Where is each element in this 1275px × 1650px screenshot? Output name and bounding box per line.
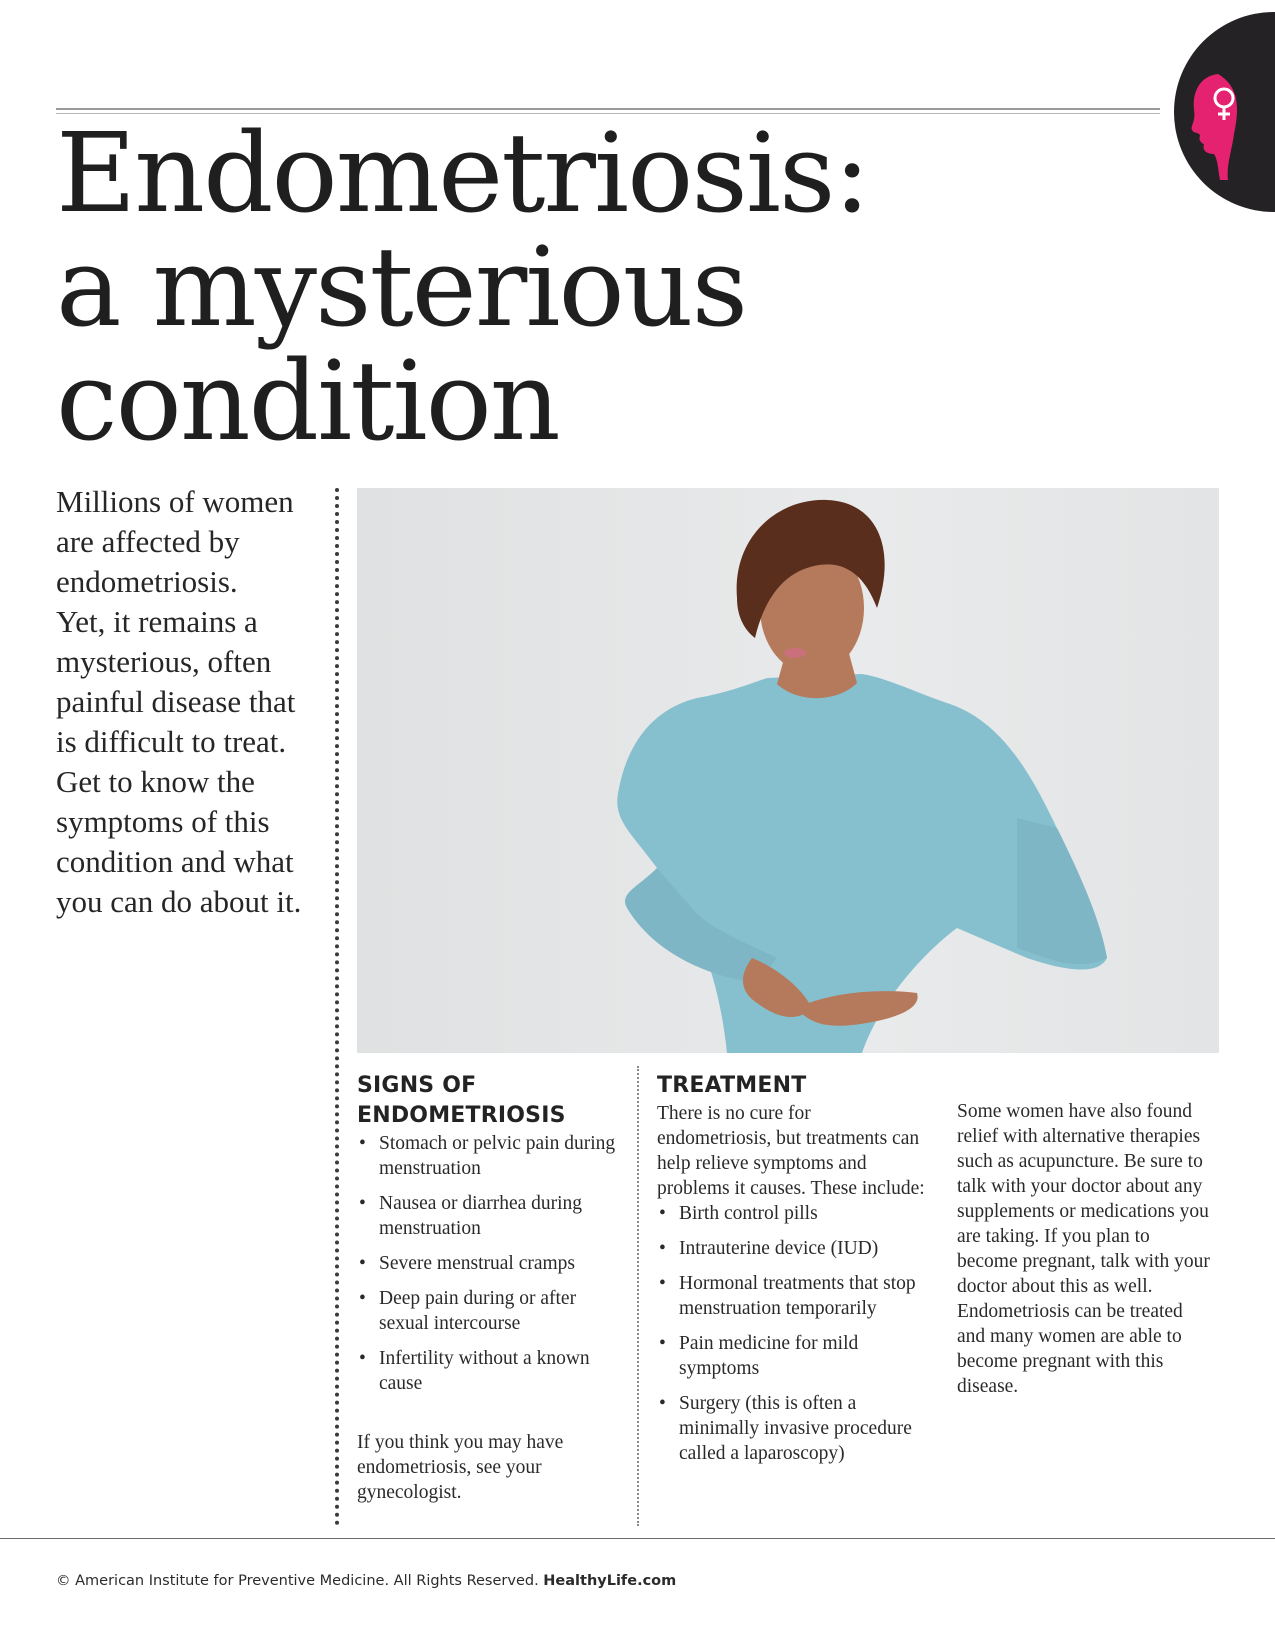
dotted-column-divider [335, 488, 339, 1526]
intro-line: mysterious, often [56, 644, 272, 679]
list-item: • Deep pain during or after sexual intercourse [357, 1286, 617, 1336]
intro-line: painful disease that [56, 684, 296, 719]
intro-line: symptoms of this [56, 804, 270, 839]
signs-heading [357, 1071, 617, 1131]
list-item: • Pain medicine for mild symptoms [657, 1331, 927, 1381]
intro-line: Get to know the [56, 764, 255, 799]
treatment-intro: There is no cure for endometriosis, but treatments can help relieve symptoms and problems it causes. These include: [657, 1103, 925, 1199]
list-item: • Stomach or pelvic pain during menstruation [357, 1131, 617, 1181]
woman-holding-stomach-photo [357, 488, 1219, 1053]
title-line-3: condition [56, 337, 559, 465]
footer [56, 1573, 676, 1589]
intro-line: is difficult to treat. [56, 724, 287, 759]
intro-line: you can do about it. [56, 884, 302, 919]
list-item: • Birth control pills [657, 1201, 927, 1226]
signs-list [357, 1131, 617, 1396]
dotted-column-divider-2 [637, 1066, 639, 1526]
list-item: • Severe menstrual cramps [357, 1251, 617, 1276]
signs-column [357, 1071, 617, 1505]
footer-site-link[interactable]: HealthyLife.com [543, 1573, 677, 1589]
list-item: • Nausea or diarrhea during menstruation [357, 1191, 617, 1241]
intro-line: condition and what [56, 844, 294, 879]
photo-illustration [357, 488, 1219, 1053]
title-line-1: Endometriosis: [56, 109, 869, 237]
signs-heading-line-2: ENDOMETRIOSIS [357, 1103, 566, 1128]
treatment-column [657, 1071, 927, 1476]
alternative-therapies-text: Some women have also found relief with alternative therapies such as acupuncture. Be sure to talk with your doctor about any supplements or medications you are taking. If you plan to become pregnant, talk with your doctor about this as well. Endometriosis can be treated and many women are able to become pregnant with this disease. [957, 1101, 1210, 1397]
list-item: • Intrauterine device (IUD) [657, 1236, 927, 1261]
intro-line: Yet, it remains a [56, 604, 258, 639]
female-profile-icon [1188, 70, 1248, 180]
list-item: • Surgery (this is often a minimally invasive procedure called a laparoscopy) [657, 1391, 927, 1466]
treatment-list [657, 1201, 927, 1466]
corner-badge [1174, 12, 1275, 212]
intro-paragraph [56, 482, 336, 922]
signs-heading-line-1: SIGNS OF [357, 1073, 477, 1098]
signs-closing-text: If you think you may have endometriosis, see your gynecologist. [357, 1432, 564, 1503]
title-line-2: a mysterious [56, 223, 747, 351]
page-title [56, 109, 869, 465]
treatment-heading: TREATMENT [657, 1073, 807, 1098]
alternative-therapies-column [957, 1099, 1212, 1399]
intro-line: are affected by [56, 524, 240, 559]
intro-line: endometriosis. [56, 564, 238, 599]
footer-rule [0, 1538, 1275, 1539]
list-item: • Infertility without a known cause [357, 1346, 617, 1396]
footer-copyright: © American Institute for Preventive Medicine. All Rights Reserved. [56, 1573, 539, 1589]
intro-line: Millions of women [56, 484, 294, 519]
list-item: • Hormonal treatments that stop menstruation temporarily [657, 1271, 927, 1321]
